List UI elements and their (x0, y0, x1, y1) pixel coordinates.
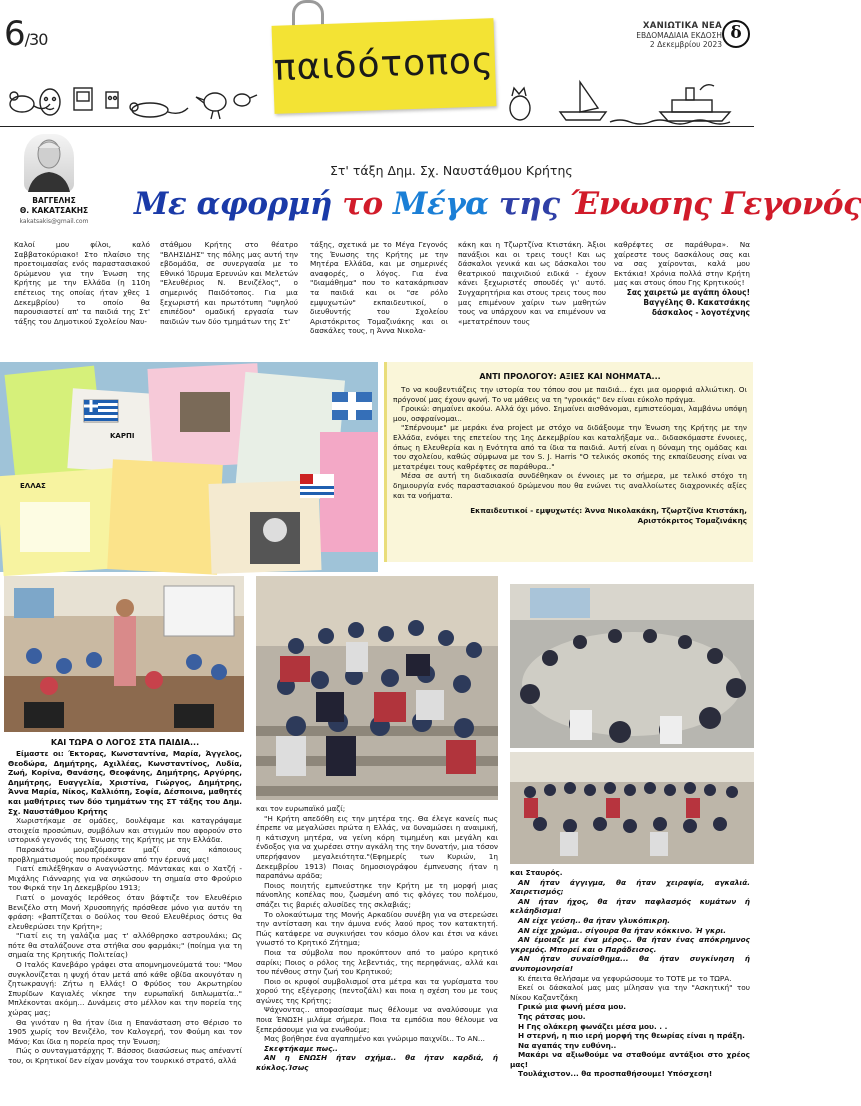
kids-column-2: και τον ευρωπαϊκό μαζί; "Η Κρήτη απεδόθη εις την μητέρα της. Θα έλεγε κανείς πως έπρεπε να μεγαλώσει πρώτα η Ελλάς, να δυναμώσει η αναιμική, η κάτισχνη μητέρα, να γείνη κόρη τιμημένη και μεγάλη και ένδοξος για να χωρέσει στην αγκάλη της την δυνατήν, μια τόσον υπερήφανον μεγαλειότητα."(Εφημερίς των Κυριών, 1η Δεκεμβρίου 1913) Ποιας δημοσιογράφου έμπνευσης ήταν η παραπάνω αράδα; Ποιος ποιητής εμπνεύστηκε την Κρήτη με τη μορφή μιας πάνοπλης κοπέλας που, ζωσμένη από τις φλόγες του πολέμου, σπάζει τις βαριές αλυσίδες της σκλαβιάς; Το ολοκαύτωμα της Μονής Αρκαδίου συνέβη για να στερεώσει την αντίσταση και την άμυνα ενός λαού προς τον κατακτητή. Πώς κατάφερε να συγκινήσει τον κόσμο όλον και έτσι να κάνει γνωστό το Κρητικό Ζήτημα; Ποια τα σύμβολα που προκύπτουν από το μαύρο κρητικό σαρίκι; Ποιος ο ρόλος της λεβεντιάς, της περηφάνιας, αλλά και του πένθους στην ζωή του Κρητικού; Ποιο οι κρυφοί συμβολισμοί στα μέτρα και τα γυρίσματα του χορού της εξέγερσης (πεντοζάλι) και ποια η σχέση του με τους αγώνες της Κρήτης; Ψάχνοντας.. αποφασίσαμε πως θέλουμε να αναλύσουμε για ποια ΈΝΩΣΗ μιλάμε σήμερα. Ποια τα εμπόδια που θέλουμε να ξεπεράσουμε για να ενωθούμε; Μας βοήθησε ένα αγαπημένο και γνώριμο παιχνίδι.. Το ΑΝ... Σκεφτήκαμε πως.. ΑΝ η ΕΝΩΣΗ ήταν σχήμα.. θα ήταν καρδιά, ή κύκλος.Ίσως (256, 804, 498, 1073)
prologue-title: ΑΝΤΙ ΠΡΟΛΟΓΟΥ: ΑΞΙΕΣ ΚΑΙ ΝΟΗΜΑΤΑ... (479, 372, 661, 381)
kids-names: Είμαστε οι: Έκτορας, Κωνσταντίνα, Μαρία, Άγγελος, Θεοδώρα, Δημήτρης, Αχιλλέας, Κωνσταντίνος, Λυδία, Ζωή, Κορίνα, Θανάσης, Θεοφάνης, Δημήτρης, Αργύρης, Δημήτρης, Ευαγγελία, Χριστίνα, Γιώργος, Δημήτρης, Άννα Μαρία, Νίκος, Καλλιόπη, Σοφία, Δέσποινα, μαθητές και μαθήτριες των δύο τμημάτων της ΣΤ τάξης του Δημ. Σχ. Ναυστάθμου Κρήτης (8, 749, 242, 816)
classroom-photo (4, 576, 244, 732)
section-title: παιδότοπος (273, 40, 495, 89)
mouse-doodle-icon (10, 92, 50, 112)
photo-label-karpi: ΚΑΡΠΙ (110, 432, 135, 440)
face-doodle-icon (40, 89, 60, 115)
signature-role: δάσκαλος - λογοτέχνης (651, 307, 750, 317)
photo-label-ellas: ΕΛΛΑΣ (20, 482, 46, 490)
students-stairs-photo (256, 576, 498, 800)
article-column-5: καθρέφτες σε παράθυρα». Να χαίρεστε τους δασκάλους σας και να σας χαίρονται, καλά μου Εκτάκια! Χρόνια πολλά στην Κρήτη μας και στους όπου Γης Κρητικούς! Σας χαιρετώ με αγάπη όλους! Βαγγέλης Θ. Κακατσάκης δάσκαλος - λογοτέχνης (614, 240, 750, 317)
signature: Βαγγέλης Θ. Κακατσάκης (643, 297, 750, 307)
page-number: 6/30 (4, 14, 48, 54)
bird2-doodle-icon (234, 94, 257, 106)
bird-doodle-icon (196, 93, 226, 119)
signoff: Σας χαιρετώ με αγάπη όλους! (626, 287, 750, 297)
cretan-flag-icon (300, 474, 334, 498)
article-column-4: κάκη και η Τζωρτζίνα Κτιστάκη. Άξιοι πανάξιοι και οι τρεις τους! Και ως δάσκαλοι γενικά και ως δάσκαλοι του θεατρικού παιχνιδιού ειδικά - έχουν κάνει ξεχωριστές σπουδές γι' αυτό. Συγχαρητήρια και στους τρεις τους που μας επιμένουν χαίριν των μαθητών τους να υπάρχουν και να επιμένουν να «μετατρέπουν τους (458, 240, 606, 326)
publication-info (636, 22, 722, 49)
article-headline: Με αφορμή το Μέγα της Ένωσης Γεγονός (134, 186, 861, 222)
greek-flag-icon (84, 400, 118, 422)
author-portrait (24, 134, 74, 192)
steamboat-doodle-icon (660, 85, 730, 121)
article-kicker: Στ' τάξη Δημ. Σχ. Ναυστάθμου Κρήτης (330, 163, 573, 178)
edition: ΕΒΔΟΜΑΔΙΑΙΑ ΕΚΔΟΣΗ (636, 31, 722, 40)
prologue-credit: Εκπαιδευτικοί - εμψυχωτές: Άννα Νικολακάκη, Τζωρτζίνα Κτιστάκη, Αριστόκριτος Τομαζινάκης (470, 506, 747, 526)
circle-photo (510, 584, 754, 748)
greek-flag-icon (332, 392, 372, 420)
tv-doodle-icon (74, 88, 92, 110)
group-photo (510, 752, 754, 864)
publication-emblem: δ (722, 20, 750, 48)
article-column-2: στάθμου Κρήτης στο θέατρο "ΒΛΗΣΙΔΗΣ" της πόλης μας αυτή την εβδομάδα, σε συνεργασία με το Εθνικό Ίδρυμα Ερευνών και Μελετών "Ελευθέριος Ν. Βενιζέλος", ο σημερινός Παιδότοπος. Για μια ξεχωριστή και πρωτότυπη "υψηλού επιπέδου" ομαδική εργασία των παιδιών των δύο τμημάτων της Στ' (160, 240, 298, 326)
projects-photo (0, 362, 378, 572)
rat-doodle-icon (130, 103, 188, 117)
article-column-1: Καλοί μου φίλοι, καλό Σαββατοκύριακο! Στο πλαίσιο της προετοιμασίας ενός παραστασιακού δρώμενου για την Ένωση της Κρήτης με την Ελλάδα (η 110η επέτειος της οποίας ήταν χθες 1 Δεκεμβρίου) το οποίο θα παρουσιαστεί απ' τα παιδιά της Στ' τάξης του Δημοτικού Σχολείου Ναυ- (14, 240, 150, 326)
header-rule (0, 126, 754, 127)
kids-column-3: και Σταυρός. ΑΝ ήταν άγγιγμα, θα ήταν χειραψία, αγκαλιά. Χαιρετισμός; ΑΝ ήταν ήχος, θα ήταν παφλασμός κυμάτων ή κελάηδισμα! ΑΝ είχε γεύση.. θα ήταν γλυκόπικρη. ΑΝ είχε χρώμα.. σίγουρα θα ήταν κόκκινο. Ή γκρι. ΑΝ έμοιαζε με ένα μέρος.. θα ήταν ένας απόκρημνος γκρεμός. Μπορεί και ο Παράδεισος. ΑΝ ήταν συναίσθημα... θα ήταν συγκίνηση ή ανυπομονησία! Κι έπειτα θελήσαμε να γεφυρώσουμε το ΤΟΤΕ με το ΤΩΡΑ. Εκεί οι δάσκαλοί μας μας μίλησαν για την "Ασκητική" του Νίκου Καζαντζάκη Γρικώ μια φωνή μέσα μου. Της ράτσας μου. Η Γης ολάκερη φωνάζει μέσα μου. . . Η στερνή, η πιο ιερή μορφή της θεωρίας είναι η πράξη. Να αγαπάς την ευθύνη.. Μακάρι να αξιωθούμε να σταθούμε αντάξιοι στο χρέος μας! Τουλάχιστον... θα προσπαθήσουμε! Υπόσχεση! (510, 868, 750, 1079)
cat-doodle-icon (510, 88, 530, 120)
author-portrait-icon (24, 134, 74, 192)
kids-column-1: ΚΑΙ ΤΩΡΑ Ο ΛΟΓΟΣ ΣΤΑ ΠΑΙΔΙΑ... Είμαστε οι: Έκτορας, Κωνσταντίνα, Μαρία, Άγγελος, Θεοδώρα, Δημήτρης, Αχιλλέας, Κωνσταντίνος, Λυδία, Ζωή, Κορίνα, Θανάσης, Θεοφάνης, Δημήτρης, Αργύρης, Δημήτρης, Ευαγγελία, Χριστίνα, Γιώργος, Δημήτρης, Άννα Μαρία, Νίκος, Καλλιόπη, Σοφία, Δέσποινα, μαθητές και μαθήτριες των δύο τμημάτων της ΣΤ τάξης του Δημ. Σχ. Ναυστάθμου Κρήτης Χωριστήκαμε σε ομάδες, δουλέψαμε και καταγράψαμε στοιχεία προσώπων, συμβόλων και στιγμών που αφορούν στο ιστορικό γεγονός της Ένωσης της Κρήτης με την Ελλάδα. Παρακάτω μοιραζόμαστε μαζί σας κάποιους προβληματισμούς που προέκυψαν από την έρευνά μας! Γιατί επιλέξθηκαν ο Αναγνώστης. Μάντακας και ο Χατζή - Μιχάλης Γιάνναρης για να σηκώσουν τη σημαία στο Φρούριο του Φιρκά την 1η Δεκεμβρίου 1913; Γιατί ο μοναχός Ιερόθεος όταν βάφτιζε τον Ελευθέριο Βενιζέλο στη Μονή Χρυσοπηγής πρόσθεσε μόνο για αυτόν τη φράση: «βαπτίζεται ο δούλος του Θεού Ελευθέριος όστις θα ελευθερώσει την Κρήτη»; "Γιατί εις τη γαλάζια μας τ' αλλόθρησκο αστρουλάκι; Ως πότε θα σταλάζουνε στα στήθια σου φαρμάκι;" (ποίημα για τη σημαία της Κρητικής Πολιτείας) Ο Ιταλός Κανεβάρο γράφει στα απομνημονεύματά του: "Μου συγκλονίζεται η ψυχή όταν μετά από κάθε οβίδα ακουγόταν η ζητωκραυγή: Ζήτω η Ελλάς! Ο Φρύδος του Ακρωτηρίου Σπυρίδων Καγιαλές νίκησε την ευρωπαϊκή διπλωματία.." Μπλέκονται ακόμη... Δυνάμεις στο μέλλον και την πορεία της χώρας μας; Θα γινόταν η θα ήταν ίδια η Επανάσταση στο Θέρισο το 1905 χωρίς τον Βενιζέλο, τον Καλογερή, τον Φούμη και τον Μάνο; Και ίδια η πορεία προς την Ένωση; Πώς ο συνταγματάρχης Τ. Βάσσος διασώσεως πως απέναντί του, οι Κρητικοί δεν είχαν μονάχα τον τουρκικό στρατό, αλλά (8, 738, 242, 1065)
author-name: ΒΑΓΓΕΛΗΣ Θ. ΚΑΚΑΤΣΑΚΗΣ (19, 196, 89, 215)
doodles-strip (0, 70, 754, 128)
author-email[interactable]: kakatsakis@gmail.com (19, 218, 89, 225)
issue-date: 2 Δεκεμβρίου 2023 (649, 40, 722, 49)
kids-section-title: ΚΑΙ ΤΩΡΑ Ο ΛΟΓΟΣ ΣΤΑ ΠΑΙΔΙΑ... (50, 738, 200, 747)
prologue-box: ΑΝΤΙ ΠΡΟΛΟΓΟΥ: ΑΞΙΕΣ ΚΑΙ ΝΟΗΜΑΤΑ... Το να κουβεντιάζεις την ιστορία του τόπου σου με παιδιά... έχει μια ομορφιά αλλιώτικη. Οι πρόγονοί μας έχουν φωνή. Το να μάθεις να τη "γροικάς" δεν είναι εύκολο πράγμα. Γροικώ: σημαίνει ακούω. Αλλά όχι μόνο. Σημαίνει αισθάνομαι, εμπιστεύομαι, λαμβάνω υπόψη μου, οσφραίνομαι.. "Σπέρνουμε" με μεράκι ένα project με στόχο να διδάξουμε την Ένωση της Κρήτης με την Ελλάδα, ενόψει της επετείου της 1ης Δεκεμβρίου και καταλήξαμε να.. διδασκόμαστε έννοιες, όπως η Ελευθερία και η Ενότητα από τα ίδια τα παιδιά. Αυτή είναι η δύναμη της ομάδας και του σχολείου, καθώς σύμφωνα με τον S. J. Harris "Ο τελικός σκοπός της εκπαίδευσης είναι να μετατρέψει τους καθρέφτες σε παράθυρα.." Μέσα σε αυτή τη διαδικασία συνδέθηκαν οι έννοιες με το σήμερα, με τελικό στόχο τη δημιουργία ενός παραστασιακού δρώμενου που θα ενώνει τις αναλλοίωτες διαχρονικές αξίες και τα νοήματα. Εκπαιδευτικοί - εμψυχωτές: Άννα Νικολακάκη, Τζωρτζίνα Κτιστάκη, Αριστόκριτος Τομαζινάκης (384, 362, 753, 562)
publication-name: ΧΑΝΙΩΤΙΚΑ ΝΕΑ (642, 21, 722, 31)
article-column-3: τάξης, σχετικά με το Μέγα Γεγονός της Ένωσης της Κρήτης με την Μητέρα Ελλάδα, και με σημερινές αναφορές, ο λόγος. Για ένα "διαμάθημα" που το κατακάρπισαν τα παιδιά και οι "σε ρόλο εμψυχωτών" εκπαιδευτικοί, ο διευθυντής του Σχολείου Αριστόκριτος Τομαζινάκης και οι δασκάλες τους, η Άννα Νικολα- (310, 240, 448, 336)
robot-doodle-icon (106, 92, 118, 108)
sailboat-doodle-icon (560, 82, 606, 120)
